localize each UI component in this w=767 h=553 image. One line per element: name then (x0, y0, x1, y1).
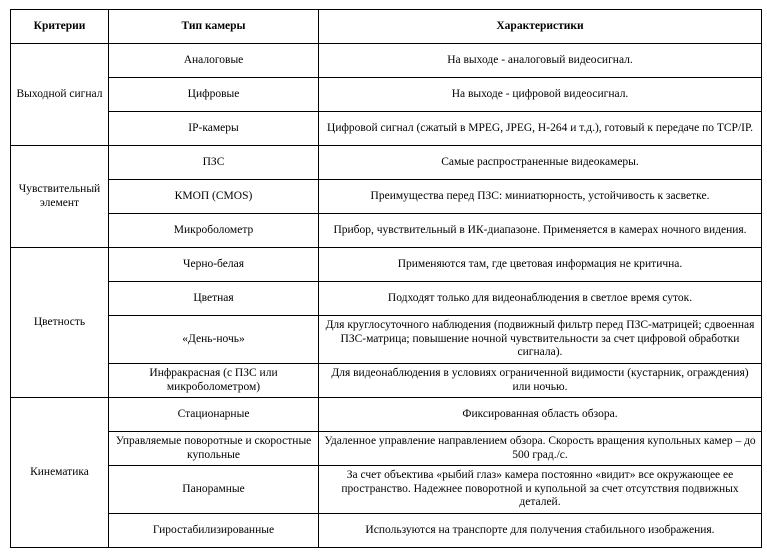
table-row (11, 466, 762, 514)
table-row (11, 78, 762, 112)
table-row (11, 432, 762, 466)
characteristics-cell: На выходе - аналоговый видеосигнал. (319, 44, 762, 78)
table-row (11, 282, 762, 316)
criterion-cell: Цветность (11, 248, 109, 398)
camera-type-cell: КМОП (CMOS) (109, 180, 319, 214)
characteristics-cell: Для круглосуточного наблюдения (подвижный фильтр перед ПЗС-матрицей; сдвоенная ПЗС-матрица; повышение ночной чувствительности за счет цифровой обработки сигнала). (319, 316, 762, 364)
characteristics-cell: На выходе - цифровой видеосигнал. (319, 78, 762, 112)
table-row (11, 316, 762, 364)
characteristics-cell: Самые распространенные видеокамеры. (319, 146, 762, 180)
table-row (11, 364, 762, 398)
camera-type-cell: Стационарные (109, 398, 319, 432)
table-row (11, 514, 762, 548)
table-row (11, 146, 762, 180)
characteristics-cell: Преимущества перед ПЗС: миниатюрность, устойчивость к засветке. (319, 180, 762, 214)
table-row (11, 398, 762, 432)
characteristics-cell: Цифровой сигнал (сжатый в MPEG, JPEG, H-264 и т.д.), готовый к передаче по TCP/IP. (319, 112, 762, 146)
characteristics-cell: Используются на транспорте для получения стабильного изображения. (319, 514, 762, 548)
characteristics-cell: Фиксированная область обзора. (319, 398, 762, 432)
header-criteria: Критерии (11, 10, 109, 44)
header-characteristics: Характеристики (319, 10, 762, 44)
camera-type-cell: Панорамные (109, 466, 319, 514)
characteristics-cell: Подходят только для видеонаблюдения в светлое время суток. (319, 282, 762, 316)
header-camera-type: Тип камеры (109, 10, 319, 44)
criterion-cell: Чувствительный элемент (11, 146, 109, 248)
camera-type-cell: Управляемые поворотные и скоростные купольные (109, 432, 319, 466)
camera-type-cell: Цифровые (109, 78, 319, 112)
characteristics-cell: Для видеонаблюдения в условиях ограниченной видимости (кустарник, ограждения) или ночью. (319, 364, 762, 398)
camera-type-cell: Гиростабилизированные (109, 514, 319, 548)
camera-type-cell: Инфракрасная (с ПЗС или микроболометром) (109, 364, 319, 398)
criterion-cell: Кинематика (11, 398, 109, 548)
camera-type-cell: Цветная (109, 282, 319, 316)
characteristics-cell: За счет объектива «рыбий глаз» камера постоянно «видит» все окружающее ее пространство. Надежнее поворотной и купольной за счет отсутствия подвижных деталей. (319, 466, 762, 514)
camera-type-cell: Черно-белая (109, 248, 319, 282)
table-row (11, 44, 762, 78)
camera-type-cell: ПЗС (109, 146, 319, 180)
camera-type-cell: Аналоговые (109, 44, 319, 78)
camera-type-cell: IP-камеры (109, 112, 319, 146)
table-row (11, 248, 762, 282)
table-row (11, 112, 762, 146)
table-row (11, 180, 762, 214)
camera-type-cell: Микроболометр (109, 214, 319, 248)
camera-type-cell: «День-ночь» (109, 316, 319, 364)
table-row (11, 214, 762, 248)
camera-types-table (10, 9, 762, 548)
header-row (11, 10, 762, 44)
characteristics-cell: Прибор, чувствительный в ИК-диапазоне. Применяется в камерах ночного видения. (319, 214, 762, 248)
characteristics-cell: Применяются там, где цветовая информация не критична. (319, 248, 762, 282)
characteristics-cell: Удаленное управление направлением обзора. Скорость вращения купольных камер – до 500 град./с. (319, 432, 762, 466)
criterion-cell: Выходной сигнал (11, 44, 109, 146)
